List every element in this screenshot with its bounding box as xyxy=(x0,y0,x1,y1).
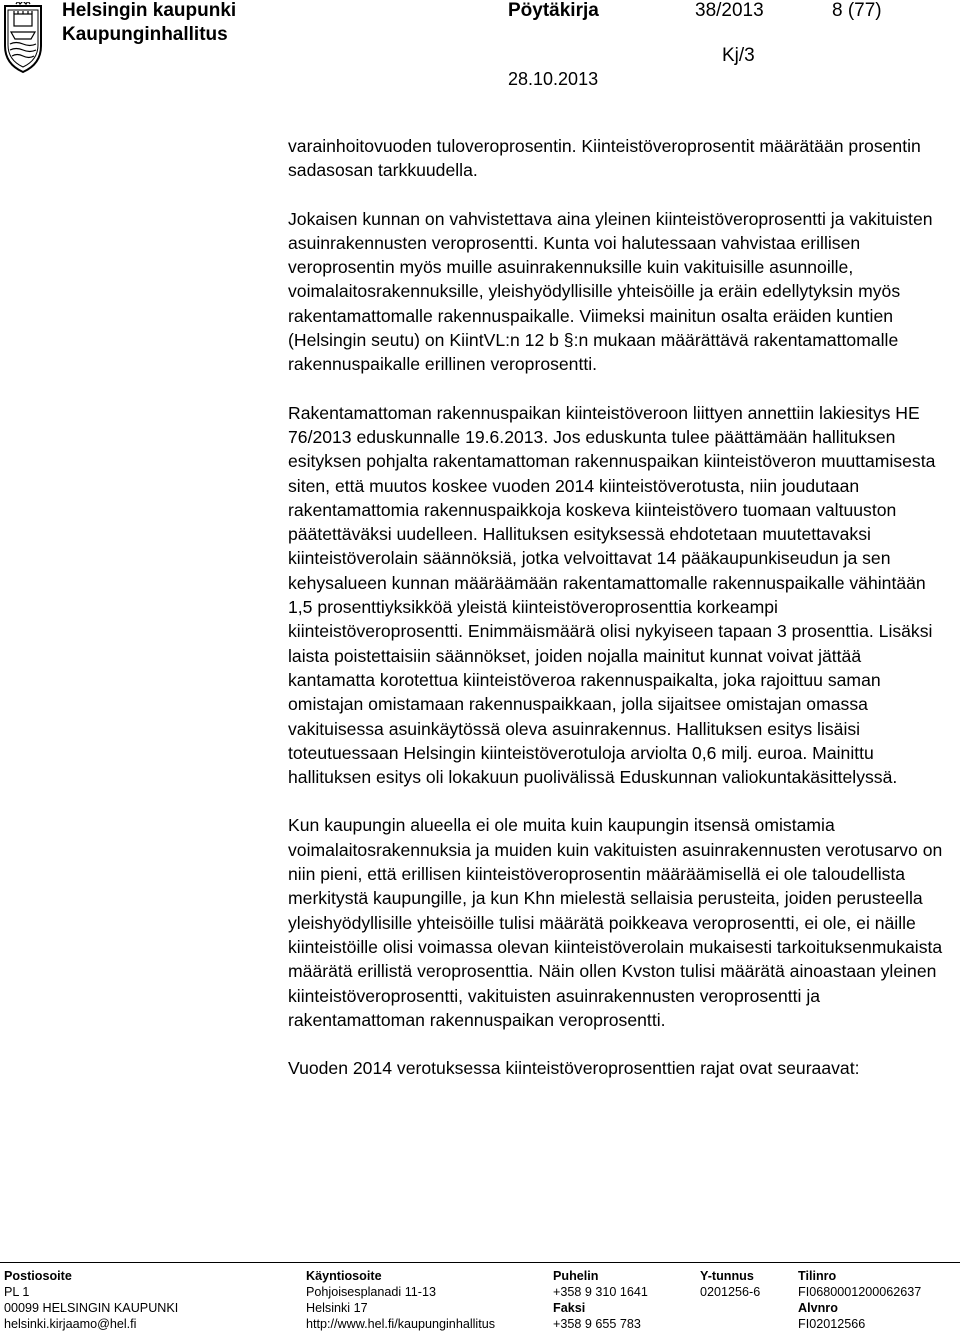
footer-value: 0201256-6 xyxy=(700,1285,761,1299)
footer-value: FI0680001200062637 xyxy=(798,1285,922,1299)
footer-label: Postiosoite xyxy=(4,1269,72,1283)
paragraph: Vuoden 2014 verotuksessa kiinteistöveroprosenttien rajat ovat seuraavat: xyxy=(288,1058,860,1079)
footer-divider xyxy=(0,1262,960,1263)
footer-label: Puhelin xyxy=(553,1269,599,1283)
footer-business-id xyxy=(700,1268,760,1300)
footer-value: Pohjoisesplanadi 11-13 xyxy=(306,1285,436,1299)
footer-label: Faksi xyxy=(553,1301,586,1315)
footer-website-link[interactable]: http://www.hel.fi/kaupunginhallitus xyxy=(306,1317,496,1331)
footer-visiting-address xyxy=(306,1268,495,1332)
section-code: Kj/3 xyxy=(722,45,755,66)
org-name: Helsingin kaupunki xyxy=(62,0,237,21)
footer-value: PL 1 xyxy=(4,1285,30,1299)
page-number: 8 (77) xyxy=(832,0,882,21)
body-name: Kaupunginhallitus xyxy=(62,24,228,45)
footer-account xyxy=(798,1268,921,1332)
footer-label: Y-tunnus xyxy=(700,1269,754,1283)
footer-label: Käyntiosoite xyxy=(306,1269,382,1283)
footer-email-link[interactable]: helsinki.kirjaamo@hel.fi xyxy=(4,1317,137,1331)
paragraph: Jokaisen kunnan on vahvistettava aina yleinen kiinteistöveroprosentti ja vakituisten asuinrakennusten veroprosentti. Kunta voi halutessaan vahvistaa erillisen veroprosentin myös muille asuinrakennuksille kuin vakituisille asunnoille, voimalaitosrakennuksille, yleishyödyllisille yhteisöille ja eräin edellytyksin myös rakentamattomalle rakennuspaikalle. Viimeksi mainitun osalta eräiden kuntien (Helsingin seutu) on KiintVL:n 12 b §:n mukaan määrättävä rakentamattomalle rakennuspaikalle erillinen veroprosentti. xyxy=(288,208,933,375)
footer-value: FI02012566 xyxy=(798,1317,866,1331)
meeting-date: 28.10.2013 xyxy=(508,69,599,89)
paragraph: Kun kaupungin alueella ei ole muita kuin kaupungin itsensä omistamia voimalaitosrakennuksia ja muiden kuin vakituisten asuinrakennusten verotusarvo on niin pieni, että erillisen kiinteistöveroprosentin määräämisellä ei ole taloudellista merkitystä kaupungille, ja kun Khn mielestä sellaisia perusteita, joiden perusteella yleishyödyllisille yhteisöille tulisi määrätä poikkeava veroprosentti, ei ole, ei näille kiinteistöille olisi voimassa olevan kiinteistöverolain mukaisesti tarkoituksenmukaista määrätä erillistä veroprosenttia. Näin ollen Kvston tulisi määrätä ainoastaan yleinen kiinteistöveroprosentti, vakituisten asuinrakennusten veroprosentti ja rakentamattoman rakennuspaikan veroprosentti. xyxy=(288,815,943,1030)
footer-value: Helsinki 17 xyxy=(306,1301,368,1315)
footer xyxy=(0,1268,960,1332)
doc-type: Pöytäkirja xyxy=(508,0,599,21)
footer-value: +358 9 655 783 xyxy=(553,1317,641,1331)
footer-label: Tilinro xyxy=(798,1269,837,1283)
meeting-number: 38/2013 xyxy=(695,0,764,21)
body-text xyxy=(288,134,948,1080)
footer-value: 00099 HELSINGIN KAUPUNKI xyxy=(4,1301,179,1315)
footer-label: Alvnro xyxy=(798,1301,838,1315)
footer-phone xyxy=(553,1268,648,1332)
footer-postal-address xyxy=(4,1268,178,1332)
paragraph: Rakentamattoman rakennuspaikan kiinteistöveroon liittyen annettiin lakiesitys HE 76/2013 eduskunnalle 19.6.2013. Jos eduskunta tulee päättämään hallituksen esityksen pohjalta rakentamattoman rakennuspaikan kiinteistöveron muuttamisesta siten, että muutos koskee vuoden 2014 kiinteistöverotusta, niin joudutaan rakentamattomia rakennuspaikkoja koskeva kiinteistövero tuomaan valtuuston päätettäväksi uudelleen. Hallituksen esityksessä ehdotetaan muutettavaksi kiinteistöverolain säännöksiä, jotka velvoittavat 14 pääkaupunkiseudun ja sen kehysalueen kunnan määräämään rakentamattomalle rakennuspaikalle vähintään 1,5 prosenttiyksikköä yleistä kiinteistöveroprosenttia korkeampi kiinteistöveroprosentti. Enimmäismäärä olisi nykyiseen tapaan 3 prosenttia. Lisäksi laista poistettaisiin säännökset, joiden nojalla mainitut kunnat voivat jättää kantamatta korotettua kiinteistöveroa rakennuspaikalta, joka rajoittuu saman omistajan omistamaan rakennuspaikkaan, jolla sijaitsee omistajan omassa vakituisessa asuinkäytössä oleva asuinrakennus. Hallituksen esitys lisäisi toteutuessaan Helsingin kiinteistöverotuloja arviolta 0,6 milj. euroa. Mainittu hallituksen esitys oli lokakuun puolivälissä Eduskunnan valiokuntakäsittelyssä. xyxy=(288,402,936,788)
helsinki-coat-of-arms-logo xyxy=(2,2,44,74)
paragraph: varainhoitovuoden tuloveroprosentin. Kiinteistöveroprosentit määrätään prosentin sadasosan tarkkuudella. xyxy=(288,136,921,181)
footer-value: +358 9 310 1641 xyxy=(553,1285,648,1299)
